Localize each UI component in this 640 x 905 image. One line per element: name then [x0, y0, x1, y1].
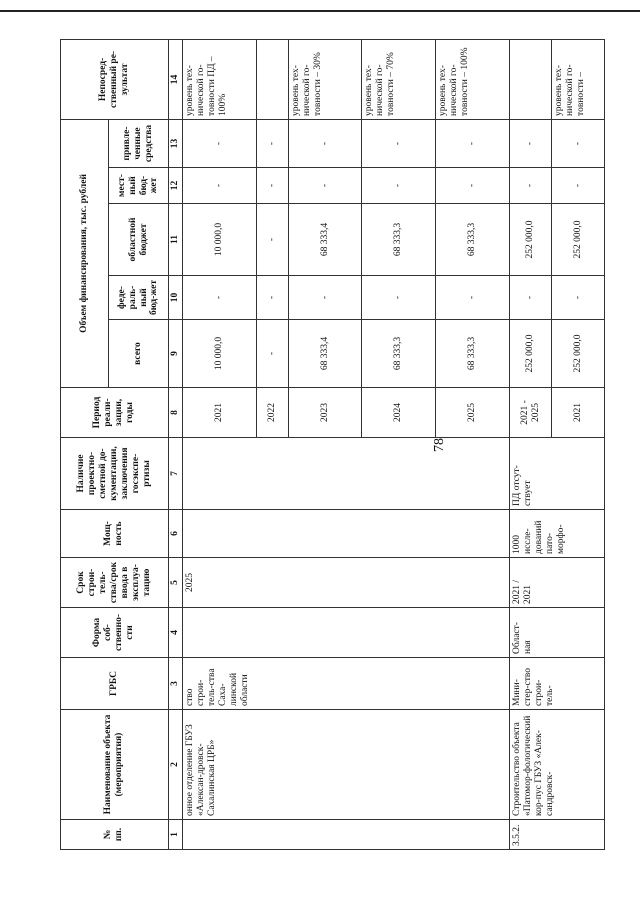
local: -: [362, 168, 436, 204]
header-ownership: Форма соб-ственно-сти: [61, 608, 169, 658]
header-result: Непосред-ственный ре-зультат: [61, 39, 169, 119]
attracted: -: [362, 119, 436, 167]
design-docs: [183, 438, 510, 510]
federal: -: [257, 276, 289, 320]
total: 68 333,3: [436, 320, 510, 388]
header-local: мест-ный бюд-жет: [109, 168, 168, 204]
regional: 10 000,0: [183, 204, 257, 276]
col-number: 8: [168, 388, 183, 438]
regional: -: [257, 204, 289, 276]
total: 252 000,0: [552, 320, 605, 388]
local: -: [257, 168, 289, 204]
total: 68 333,4: [288, 320, 362, 388]
period: 2025: [436, 388, 510, 438]
design-docs: ПД отсут-ствует: [510, 438, 605, 510]
col-number: 2: [168, 710, 183, 820]
total: -: [257, 320, 289, 388]
federal: -: [362, 276, 436, 320]
period: 2021 - 2025: [510, 388, 552, 438]
header-regional: областной бюджет: [109, 204, 168, 276]
col-number: 14: [168, 39, 183, 119]
col-number: 5: [168, 558, 183, 608]
attracted: -: [510, 119, 552, 167]
attracted: -: [257, 119, 289, 167]
capacity: 1000 иссле-дований пато-морфо-: [510, 510, 605, 558]
grbs: ство строи-тель-ства Саха-линской области: [183, 658, 510, 710]
col-number: 7: [168, 438, 183, 510]
funding-table: [60, 39, 605, 850]
regional: 252 000,0: [510, 204, 552, 276]
period: 2023: [288, 388, 362, 438]
total: 252 000,0: [510, 320, 552, 388]
federal: -: [510, 276, 552, 320]
header-attracted: привле-ченные средства: [109, 119, 168, 167]
col-number: 4: [168, 608, 183, 658]
col-number: 13: [168, 119, 183, 167]
total: 10 000,0: [183, 320, 257, 388]
top-rule: [0, 10, 640, 12]
header-grbs: ГРБС: [61, 658, 169, 710]
object-name: Строительство объекта «Патомор-фологический кор-пус ГБУЗ «Алек-сандровск-: [510, 710, 605, 820]
local: -: [510, 168, 552, 204]
table-row: [183, 39, 257, 849]
col-number: 3: [168, 658, 183, 710]
local: -: [183, 168, 257, 204]
object-name: онное отделение ГБУЗ «Алексан-дровск-Сахалинская ЦРБ»: [183, 710, 510, 820]
attracted: -: [552, 119, 605, 167]
row-no: [183, 820, 510, 850]
deadline: 2025: [183, 558, 510, 608]
header-funding-group: Объем финансирования, тыс. рублей: [61, 119, 109, 387]
total: 68 333,3: [362, 320, 436, 388]
federal: -: [436, 276, 510, 320]
regional: 68 333,3: [436, 204, 510, 276]
period: 2024: [362, 388, 436, 438]
header-design-docs: Наличие проектно-сметной до-кументации, заключения госэкспе-ртизы: [61, 438, 169, 510]
result: уровень тех-нической го-товности –: [552, 39, 605, 119]
result: уровень тех-нической го-товности ПД – 100%: [183, 39, 257, 119]
col-number: 10: [168, 276, 183, 320]
attracted: -: [436, 119, 510, 167]
header-federal: феде-раль-ный бюд-жет: [109, 276, 168, 320]
local: -: [288, 168, 362, 204]
header-period: Период реали-зации, годы: [61, 388, 169, 438]
result: уровень тех-нической го-товности – 70%: [362, 39, 436, 119]
result: [257, 39, 289, 119]
ownership: [183, 608, 510, 658]
deadline: 2021 / 2021: [510, 558, 605, 608]
col-number: 12: [168, 168, 183, 204]
attracted: -: [183, 119, 257, 167]
capacity: [183, 510, 510, 558]
ownership: Област-ная: [510, 608, 605, 658]
local: -: [552, 168, 605, 204]
regional: 68 333,4: [288, 204, 362, 276]
header-capacity: Мощ-ность: [61, 510, 169, 558]
result: [510, 39, 552, 119]
result: уровень тех-нической го-товности – 30%: [288, 39, 362, 119]
regional: 68 333,3: [362, 204, 436, 276]
federal: -: [288, 276, 362, 320]
page-number: 78: [432, 438, 447, 452]
period: 2021: [552, 388, 605, 438]
header-name: Наименование объекта (мероприятия): [61, 710, 169, 820]
rotated-table-container: [60, 47, 605, 850]
col-number: 9: [168, 320, 183, 388]
federal: -: [552, 276, 605, 320]
row-no: 3.5.2.: [510, 820, 605, 850]
grbs: Мини-стер-ство строи-тель-: [510, 658, 605, 710]
col-number: 1: [168, 820, 183, 850]
table-row: [510, 39, 552, 849]
federal: -: [183, 276, 257, 320]
period: 2022: [257, 388, 289, 438]
col-number: 11: [168, 204, 183, 276]
attracted: -: [288, 119, 362, 167]
regional: 252 000,0: [552, 204, 605, 276]
header-total: всего: [109, 320, 168, 388]
period: 2021: [183, 388, 257, 438]
col-number: 6: [168, 510, 183, 558]
header-deadline: Срок строи-тель-ства/срок ввода в эксплуа-тацию: [61, 558, 169, 608]
local: -: [436, 168, 510, 204]
header-no: № пп.: [61, 820, 169, 850]
result: уровень тех-нической го-товности – 100%: [436, 39, 510, 119]
